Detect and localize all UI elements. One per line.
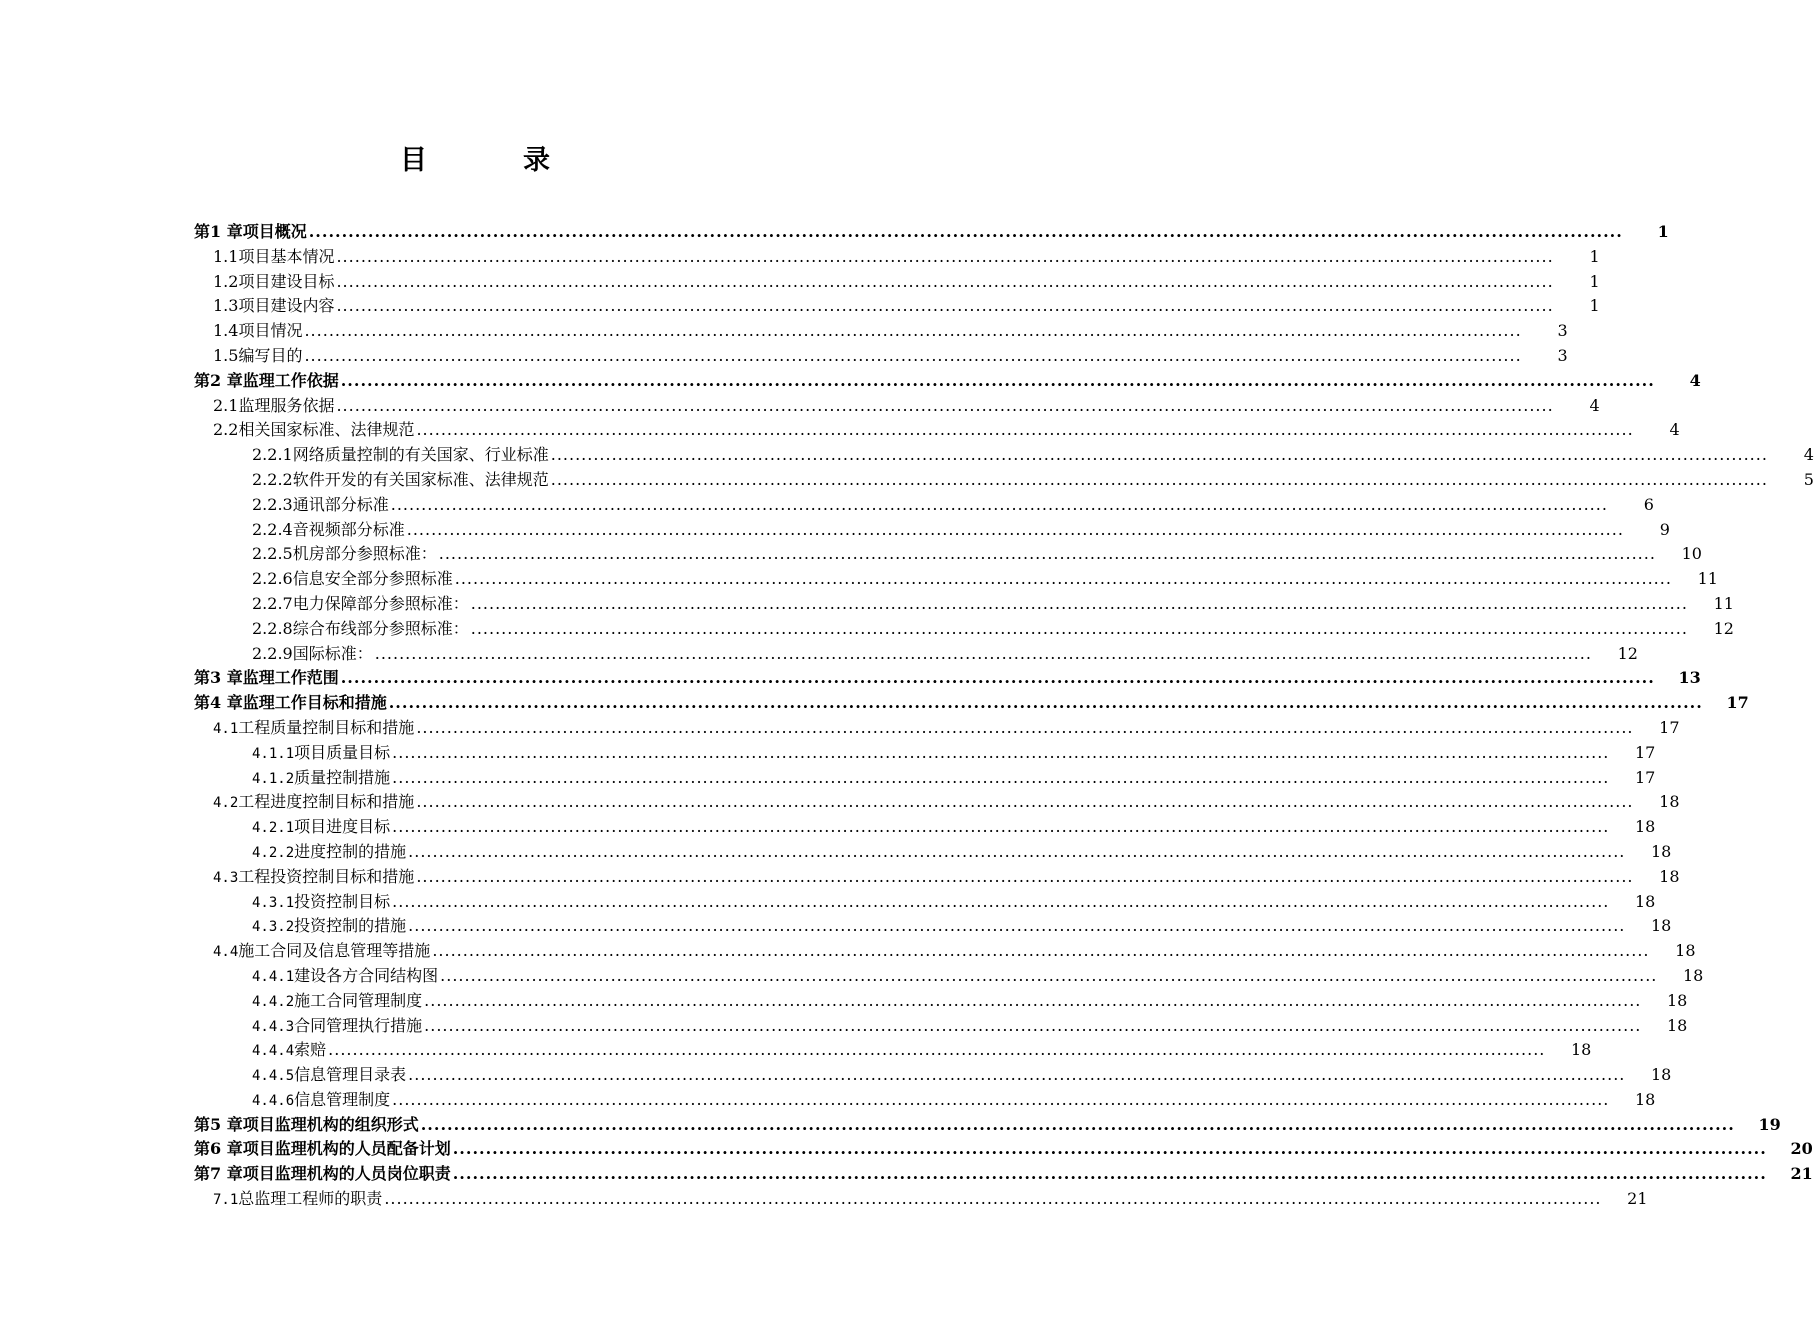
toc-dot-leader: ........................................................................................................................................................................................................ bbox=[452, 1164, 1767, 1184]
toc-entry-number: 1.4 bbox=[213, 321, 239, 341]
toc-dot-leader: ........................................................................................................................................................................................................ bbox=[336, 271, 1554, 291]
toc-entry-label: 国际标准： bbox=[292, 643, 373, 663]
toc-entry-label: 项目监理机构的人员岗位职责 bbox=[242, 1164, 451, 1184]
toc-entry[interactable] bbox=[194, 468, 1814, 493]
toc-entry-number: 2.2.6 bbox=[252, 569, 293, 589]
toc-dot-leader: ........................................................................................................................................................................................................ bbox=[470, 618, 1688, 638]
toc-entry-number: 4.4.1 bbox=[252, 968, 295, 985]
toc-entry-number: 4.4.4 bbox=[252, 1043, 295, 1060]
toc-entry-number: 4.3 bbox=[213, 869, 239, 886]
toc-entry-label: 相关国家标准、法律规范 bbox=[238, 420, 415, 440]
toc-entry-number: 2.2.3 bbox=[252, 494, 293, 514]
toc-entry-label: 编写目的 bbox=[238, 345, 303, 365]
toc-title-left: 目 bbox=[400, 145, 427, 176]
toc-entry-label: 项目监理机构的人员配备计划 bbox=[242, 1139, 451, 1159]
toc-entry-page: 17 bbox=[1726, 693, 1749, 713]
toc-entry-label: 进度控制的措施 bbox=[294, 841, 407, 861]
toc-entry[interactable] bbox=[194, 567, 1718, 592]
toc-dot-leader: ........................................................................................................................................................................................................ bbox=[328, 1040, 1546, 1060]
toc-dot-leader: ........................................................................................................................................................................................................ bbox=[406, 519, 1624, 539]
toc-entry-number: 4.1.2 bbox=[252, 770, 295, 787]
toc-entry-number: 4.3.1 bbox=[252, 894, 295, 911]
toc-entry-label: 网络质量控制的有关国家、行业标准 bbox=[292, 445, 549, 465]
toc-entry-page: 1 bbox=[1589, 271, 1600, 291]
toc-entry[interactable] bbox=[194, 766, 1656, 791]
toc-entry-number: 4.4.5 bbox=[252, 1068, 295, 1085]
toc-entry-page: 18 bbox=[1651, 1065, 1672, 1085]
toc-entry[interactable] bbox=[194, 1088, 1656, 1113]
toc-entry-page: 18 bbox=[1635, 1089, 1656, 1109]
toc-entry-number: 4.1 bbox=[213, 720, 239, 737]
toc-entry[interactable] bbox=[194, 220, 1669, 245]
toc-entry-number: 2.2 bbox=[213, 420, 239, 440]
toc-entry-number: 4.2.2 bbox=[252, 844, 295, 861]
toc-entry-label: 监理工作范围 bbox=[242, 668, 339, 688]
toc-entry-label: 监理工作目标和措施 bbox=[242, 693, 387, 713]
toc-entry[interactable] bbox=[194, 418, 1680, 443]
toc-entry[interactable] bbox=[194, 1137, 1813, 1162]
toc-entry-number: 4.4.2 bbox=[252, 993, 295, 1010]
toc-entry[interactable] bbox=[194, 270, 1600, 295]
toc-entry-number: 第3 章 bbox=[194, 668, 243, 688]
toc-entry-page: 19 bbox=[1758, 1114, 1781, 1134]
toc-dot-leader: ........................................................................................................................................................................................................ bbox=[304, 345, 1522, 365]
toc-title bbox=[0, 138, 950, 177]
toc-entry-page: 18 bbox=[1651, 916, 1672, 936]
toc-entry[interactable] bbox=[194, 394, 1600, 419]
toc-entry-number: 第7 章 bbox=[194, 1164, 243, 1184]
toc-entry-page: 9 bbox=[1659, 519, 1670, 539]
toc-entry-label: 音视频部分标准 bbox=[292, 519, 405, 539]
toc-dot-leader: ........................................................................................................................................................................................................ bbox=[416, 792, 1634, 812]
toc-entry-number: 2.2.8 bbox=[252, 618, 293, 638]
toc-dot-leader: ........................................................................................................................................................................................................ bbox=[374, 643, 1592, 663]
toc-entry-label: 项目概况 bbox=[242, 222, 307, 241]
toc-entry-label: 机房部分参照标准： bbox=[292, 544, 437, 564]
toc-entry-page: 1 bbox=[1589, 246, 1600, 266]
toc-entry-label: 项目建设内容 bbox=[238, 296, 335, 316]
toc-dot-leader: ........................................................................................................................................................................................................ bbox=[336, 246, 1554, 266]
toc-entry[interactable] bbox=[194, 617, 1734, 642]
toc-entry-page: 1 bbox=[1589, 296, 1600, 316]
toc-entry-page: 18 bbox=[1667, 1015, 1688, 1035]
toc-entry-number: 第6 章 bbox=[194, 1139, 243, 1159]
toc-entry-number: 2.2.4 bbox=[252, 519, 293, 539]
toc-entry-number: 4.4.6 bbox=[252, 1092, 295, 1109]
toc-entry-number: 2.2.5 bbox=[252, 544, 293, 564]
toc-dot-leader: ........................................................................................................................................................................................................ bbox=[452, 1139, 1767, 1159]
toc-entry-label: 监理工作依据 bbox=[242, 370, 339, 390]
toc-entry-label: 项目监理机构的组织形式 bbox=[242, 1114, 419, 1134]
toc-entry-label: 监理服务依据 bbox=[238, 395, 335, 415]
toc-entry-number: 1.2 bbox=[213, 271, 239, 291]
toc-entry-number: 1.5 bbox=[213, 345, 239, 365]
toc-entry-page: 4 bbox=[1689, 370, 1701, 390]
toc-entry-page: 18 bbox=[1571, 1040, 1592, 1060]
toc-entry-number: 2.1 bbox=[213, 395, 239, 415]
toc-entry-label: 总监理工程师的职责 bbox=[238, 1189, 383, 1209]
toc-entry-label: 施工合同及信息管理等措施 bbox=[238, 941, 431, 961]
toc-dot-leader: ........................................................................................................................................................................................................ bbox=[424, 990, 1642, 1010]
toc-entry[interactable] bbox=[194, 493, 1654, 518]
toc-entry-number: 第2 章 bbox=[194, 370, 243, 390]
toc-entry-label: 质量控制措施 bbox=[294, 767, 391, 787]
toc-dot-leader: ........................................................................................................................................................................................................ bbox=[550, 445, 1768, 465]
toc-dot-leader: ........................................................................................................................................................................................................ bbox=[392, 742, 1610, 762]
toc-entry[interactable] bbox=[194, 989, 1688, 1014]
toc-dot-leader: ........................................................................................................................................................................................................ bbox=[392, 817, 1610, 837]
toc-entry[interactable] bbox=[194, 741, 1656, 766]
toc-dot-leader: ........................................................................................................................................................................................................ bbox=[438, 544, 1656, 564]
toc-dot-leader: ........................................................................................................................................................................................................ bbox=[392, 891, 1610, 911]
toc-dot-leader: ........................................................................................................................................................................................................ bbox=[424, 1015, 1642, 1035]
toc-entry-page: 10 bbox=[1681, 544, 1702, 564]
toc-entry[interactable] bbox=[194, 716, 1680, 741]
toc-entry[interactable] bbox=[194, 890, 1656, 915]
toc-entry-page: 11 bbox=[1697, 569, 1718, 589]
toc-entry-number: 1.3 bbox=[213, 296, 239, 316]
toc-entry[interactable] bbox=[194, 443, 1814, 468]
toc-entry-page: 21 bbox=[1627, 1189, 1648, 1209]
toc-entry-label: 工程进度控制目标和措施 bbox=[238, 792, 415, 812]
toc-dot-leader: ........................................................................................................................................................................................................ bbox=[340, 370, 1655, 390]
toc-dot-leader: ........................................................................................................................................................................................................ bbox=[308, 222, 1623, 241]
toc-entry[interactable] bbox=[194, 964, 1704, 989]
toc-entry-number: 4.4.3 bbox=[252, 1018, 295, 1035]
toc-entry-number: 2.2.2 bbox=[252, 469, 293, 489]
toc-entry-label: 项目基本情况 bbox=[238, 246, 335, 266]
toc-entry-page: 3 bbox=[1557, 345, 1568, 365]
toc-entry-label: 项目情况 bbox=[238, 321, 303, 341]
toc-entry-number: 4.2.1 bbox=[252, 820, 295, 837]
toc-entry[interactable] bbox=[194, 1014, 1688, 1039]
toc-entry-label: 合同管理执行措施 bbox=[294, 1015, 423, 1035]
toc-entry-page: 18 bbox=[1635, 891, 1656, 911]
toc-entry[interactable] bbox=[194, 840, 1672, 865]
toc-entry-number: 7.1 bbox=[213, 1192, 239, 1209]
toc-entry[interactable] bbox=[194, 369, 1701, 394]
toc-dot-leader: ........................................................................................................................................................................................................ bbox=[408, 916, 1626, 936]
toc-entry-label: 建设各方合同结构图 bbox=[294, 965, 439, 985]
toc-entry-page: 13 bbox=[1678, 668, 1701, 688]
toc-entry[interactable] bbox=[194, 1162, 1813, 1187]
toc-entry-page: 17 bbox=[1635, 742, 1656, 762]
toc-entry-label: 索赔 bbox=[294, 1040, 327, 1060]
toc-entry-page: 4 bbox=[1589, 395, 1600, 415]
toc-entry[interactable] bbox=[194, 245, 1600, 270]
toc-entry[interactable] bbox=[194, 1113, 1781, 1138]
toc-entry-number: 4.3.2 bbox=[252, 919, 295, 936]
toc-entry-number: 2.2.9 bbox=[252, 643, 293, 663]
toc-entry[interactable] bbox=[194, 319, 1568, 344]
toc-entry-number: 4.2 bbox=[213, 795, 239, 812]
toc-entry[interactable] bbox=[194, 914, 1672, 939]
toc-entry-page: 17 bbox=[1635, 767, 1656, 787]
toc-entry[interactable] bbox=[194, 939, 1696, 964]
toc-entry-label: 工程投资控制目标和措施 bbox=[238, 866, 415, 886]
toc-entry-label: 投资控制的措施 bbox=[294, 916, 407, 936]
toc-dot-leader: ........................................................................................................................................................................................................ bbox=[550, 469, 1768, 489]
toc-entry-page: 18 bbox=[1683, 965, 1704, 985]
toc-entry-label: 软件开发的有关国家标准、法律规范 bbox=[292, 469, 549, 489]
toc-dot-leader: ........................................................................................................................................................................................................ bbox=[336, 296, 1554, 316]
toc-dot-leader: ........................................................................................................................................................................................................ bbox=[416, 420, 1634, 440]
toc-entry-page: 12 bbox=[1617, 643, 1638, 663]
table-of-contents bbox=[194, 220, 1814, 1212]
toc-entry-page: 18 bbox=[1635, 817, 1656, 837]
toc-dot-leader: ........................................................................................................................................................................................................ bbox=[408, 841, 1626, 861]
toc-entry-page: 6 bbox=[1643, 494, 1654, 514]
toc-entry[interactable] bbox=[194, 344, 1568, 369]
toc-entry-label: 项目进度目标 bbox=[294, 817, 391, 837]
toc-entry-label: 电力保障部分参照标准： bbox=[292, 593, 469, 613]
toc-title-right: 录 bbox=[523, 145, 550, 176]
toc-entry[interactable] bbox=[194, 1063, 1672, 1088]
toc-entry[interactable] bbox=[194, 1038, 1592, 1063]
toc-entry[interactable] bbox=[194, 691, 1749, 716]
toc-entry-number: 2.2.1 bbox=[252, 445, 293, 465]
toc-entry-label: 通讯部分标准 bbox=[292, 494, 389, 514]
toc-dot-leader: ........................................................................................................................................................................................................ bbox=[392, 1089, 1610, 1109]
toc-entry-page: 5 bbox=[1803, 469, 1814, 489]
toc-entry-page: 11 bbox=[1713, 593, 1734, 613]
toc-entry[interactable] bbox=[194, 666, 1701, 691]
toc-entry-number: 2.2.7 bbox=[252, 593, 293, 613]
toc-entry-label: 施工合同管理制度 bbox=[294, 990, 423, 1010]
toc-entry[interactable] bbox=[194, 592, 1734, 617]
toc-entry[interactable] bbox=[194, 815, 1656, 840]
toc-entry-label: 信息安全部分参照标准 bbox=[292, 569, 453, 589]
toc-entry[interactable] bbox=[194, 1187, 1648, 1212]
toc-entry-page: 20 bbox=[1790, 1139, 1813, 1159]
toc-entry-label: 工程质量控制目标和措施 bbox=[238, 717, 415, 737]
toc-entry[interactable] bbox=[194, 518, 1670, 543]
toc-dot-leader: ........................................................................................................................................................................................................ bbox=[416, 866, 1634, 886]
toc-entry-page: 4 bbox=[1669, 420, 1680, 440]
toc-entry[interactable] bbox=[194, 790, 1680, 815]
toc-dot-leader: ........................................................................................................................................................................................................ bbox=[390, 494, 1608, 514]
toc-entry-page: 4 bbox=[1803, 445, 1814, 465]
toc-entry-number: 第5 章 bbox=[194, 1114, 243, 1134]
toc-entry[interactable] bbox=[194, 865, 1680, 890]
toc-dot-leader: ........................................................................................................................................................................................................ bbox=[384, 1189, 1602, 1209]
toc-entry-page: 18 bbox=[1659, 866, 1680, 886]
toc-entry-page: 18 bbox=[1659, 792, 1680, 812]
toc-dot-leader: ........................................................................................................................................................................................................ bbox=[340, 668, 1655, 688]
toc-entry-page: 18 bbox=[1651, 841, 1672, 861]
toc-dot-leader: ........................................................................................................................................................................................................ bbox=[304, 321, 1522, 341]
toc-entry-label: 项目建设目标 bbox=[238, 271, 335, 291]
toc-entry-page: 3 bbox=[1557, 321, 1568, 341]
toc-entry-page: 1 bbox=[1657, 222, 1669, 241]
toc-entry[interactable] bbox=[194, 542, 1702, 567]
toc-dot-leader: ........................................................................................................................................................................................................ bbox=[336, 395, 1554, 415]
toc-entry-page: 18 bbox=[1667, 990, 1688, 1010]
toc-dot-leader: ........................................................................................................................................................................................................ bbox=[416, 717, 1634, 737]
toc-entry-number: 第1 章 bbox=[194, 222, 243, 241]
toc-dot-leader: ........................................................................................................................................................................................................ bbox=[454, 569, 1672, 589]
toc-dot-leader: ........................................................................................................................................................................................................ bbox=[420, 1114, 1735, 1134]
toc-entry-label: 项目质量目标 bbox=[294, 742, 391, 762]
toc-entry-page: 21 bbox=[1790, 1164, 1813, 1184]
toc-entry-label: 综合布线部分参照标准： bbox=[292, 618, 469, 638]
toc-entry-label: 信息管理目录表 bbox=[294, 1065, 407, 1085]
toc-entry[interactable] bbox=[194, 642, 1638, 667]
toc-entry-page: 12 bbox=[1713, 618, 1734, 638]
toc-entry-number: 4.1.1 bbox=[252, 745, 295, 762]
toc-entry-page: 17 bbox=[1659, 717, 1680, 737]
toc-entry-label: 信息管理制度 bbox=[294, 1089, 391, 1109]
toc-entry-number: 4.4 bbox=[213, 944, 239, 961]
toc-dot-leader: ........................................................................................................................................................................................................ bbox=[392, 767, 1610, 787]
toc-dot-leader: ........................................................................................................................................................................................................ bbox=[470, 593, 1688, 613]
toc-entry[interactable] bbox=[194, 294, 1600, 319]
toc-dot-leader: ........................................................................................................................................................................................................ bbox=[388, 693, 1703, 713]
toc-dot-leader: ........................................................................................................................................................................................................ bbox=[432, 941, 1650, 961]
toc-dot-leader: ........................................................................................................................................................................................................ bbox=[440, 965, 1658, 985]
toc-entry-number: 1.1 bbox=[213, 246, 239, 266]
toc-dot-leader: ........................................................................................................................................................................................................ bbox=[408, 1065, 1626, 1085]
toc-entry-number: 第4 章 bbox=[194, 693, 243, 713]
toc-entry-label: 投资控制目标 bbox=[294, 891, 391, 911]
toc-entry-page: 18 bbox=[1675, 941, 1696, 961]
